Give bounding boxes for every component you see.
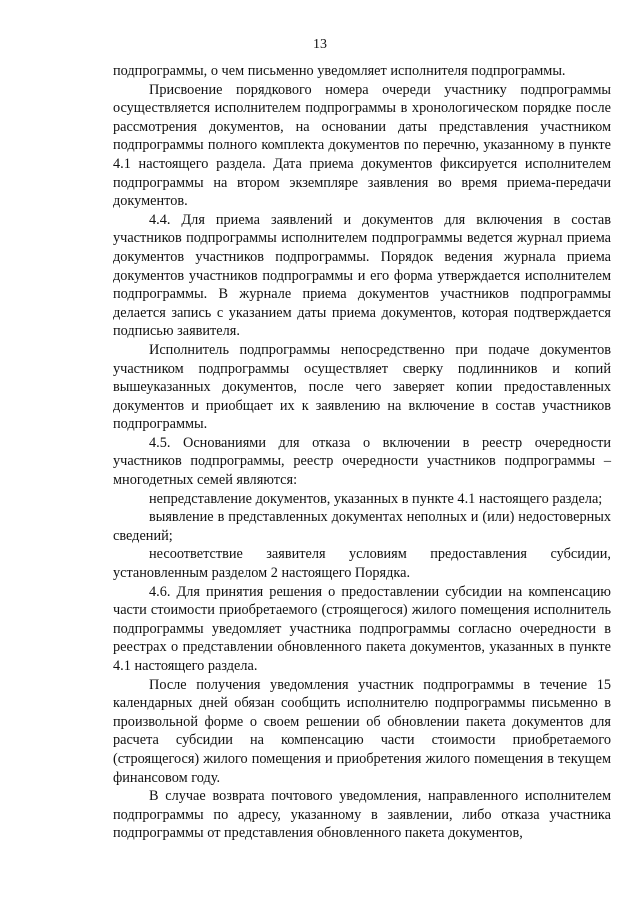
paragraph: непредставление документов, указанных в пункте 4.1 настоящего раздела; bbox=[149, 490, 603, 507]
paragraph: 4.6. Для принятия решения о предоставлении субсидии на компенсацию части стоимости приобретаемого (строящегося) жилого помещения исполнитель подпрограммы уведомляет участника подпрограммы согласно очередности в реестрах о представлении обновленного пакета документов, указанных в пункте 4.1 настоящего раздела. bbox=[113, 583, 611, 674]
page-number: 13 bbox=[313, 37, 327, 52]
paragraph: подпрограммы, о чем письменно уведомляет исполнителя подпрограммы. bbox=[113, 63, 566, 79]
paragraph: В случае возврата почтового уведомления, направленного исполнителем подпрограммы по адресу, указанному в заявлении, либо отказа участника подпрограммы от представления обновленного пакета документов, bbox=[113, 788, 611, 842]
paragraph: Исполнитель подпрограммы непосредственно при подаче документов участником подпрограммы осуществляет сверку подлинников и копий вышеуказанных документов, после чего заверяет копии предоставленных документов и приобщает их к заявлению на включение в состав участников подпрограммы. bbox=[113, 341, 611, 433]
paragraph: 4.5. Основаниями для отказа о включении в реестр очередности участников подпрограммы, реестр очередности участников подпрограммы – многодетных семей являются: bbox=[113, 434, 611, 489]
paragraph: выявление в представленных документах неполных и (или) недостоверных сведений; bbox=[113, 509, 611, 544]
paragraph: После получения уведомления участник подпрограммы в течение 15 календарных дней обязан сообщить исполнителю подпрограммы письменно в произвольной форме о своем решении об обновлении пакета документов для расчета субсидии на компенсацию части стоимости приобретаемого (строящегося) жилого помещения и приобретения жилого помещения в текущем финансовом году. bbox=[113, 676, 611, 786]
paragraph: Присвоение порядкового номера очереди участнику подпрограммы осуществляется исполнителем подпрограммы в хронологическом порядке после рассмотрения документов, на основании даты представления участником подпрограммы полного комплекта документов по перечню, указанному в пункте 4.1 настоящего раздела. Дата приема документов фиксируется исполнителем подпрограммы на втором экземпляре заявления во время приема-передачи документов. bbox=[113, 81, 611, 210]
paragraph: 4.4. Для приема заявлений и документов для включения в состав участников подпрограммы исполнителем подпрограммы ведется журнал приема документов участников подпрограммы. Порядок ведения журнала приема документов участников подпрограммы и его форма утверждается исполнителем подпрограммы. В журнале приема документов участников подпрограммы делается запись с указанием даты приема документов, которая подтверждается подписью заявителя. bbox=[113, 211, 611, 340]
paragraph: несоответствие заявителя условиям предоставления субсидии, установленным разделом 2 настоящего Порядка. bbox=[113, 546, 611, 582]
document-body bbox=[113, 62, 611, 843]
